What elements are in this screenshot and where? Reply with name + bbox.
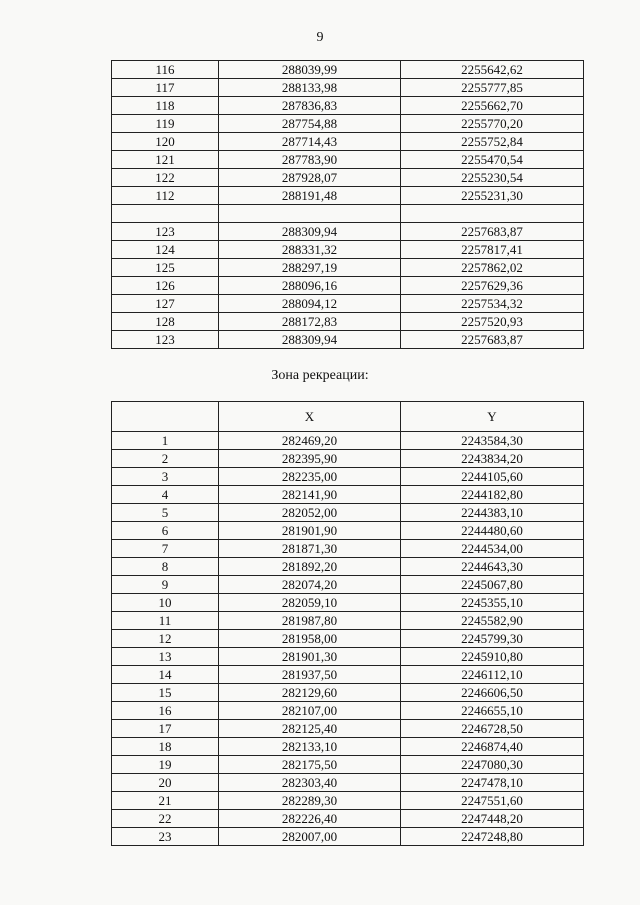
x-coordinate: 288096,16: [219, 277, 401, 295]
point-number: 4: [112, 486, 219, 504]
point-number: 5: [112, 504, 219, 522]
y-coordinate: 2244534,00: [401, 540, 584, 558]
table-row: [112, 648, 584, 666]
point-number: 118: [112, 97, 219, 115]
x-coordinate: 282289,30: [219, 792, 401, 810]
table-row: [112, 432, 584, 450]
table-row: [112, 702, 584, 720]
x-coordinate: 282303,40: [219, 774, 401, 792]
y-coordinate: 2244643,30: [401, 558, 584, 576]
table-row: [112, 151, 584, 169]
table-row: [112, 169, 584, 187]
point-number: 123: [112, 331, 219, 349]
y-coordinate: 2245067,80: [401, 576, 584, 594]
table-row: [112, 792, 584, 810]
empty-cell: [112, 205, 219, 223]
y-coordinate: 2244182,80: [401, 486, 584, 504]
y-coordinate: 2247248,80: [401, 828, 584, 846]
y-coordinate: 2247478,10: [401, 774, 584, 792]
y-coordinate: 2255662,70: [401, 97, 584, 115]
y-coordinate: 2243834,20: [401, 450, 584, 468]
y-coordinate: 2246655,10: [401, 702, 584, 720]
y-coordinate: 2244480,60: [401, 522, 584, 540]
table-row: [112, 277, 584, 295]
table-row: [112, 774, 584, 792]
table-row: [112, 684, 584, 702]
y-coordinate: 2247551,60: [401, 792, 584, 810]
y-coordinate: 2247448,20: [401, 810, 584, 828]
table-row: [112, 295, 584, 313]
x-coordinate: 287783,90: [219, 151, 401, 169]
y-coordinate: 2245355,10: [401, 594, 584, 612]
y-coordinate: 2257629,36: [401, 277, 584, 295]
x-coordinate: 282007,00: [219, 828, 401, 846]
point-number: 18: [112, 738, 219, 756]
point-number: 17: [112, 720, 219, 738]
table-row: [112, 738, 584, 756]
y-coordinate: 2244105,60: [401, 468, 584, 486]
table-row: [112, 612, 584, 630]
table-row: [112, 540, 584, 558]
point-number: 13: [112, 648, 219, 666]
point-number: 16: [112, 702, 219, 720]
point-number: 121: [112, 151, 219, 169]
point-number: 120: [112, 133, 219, 151]
point-number: 112: [112, 187, 219, 205]
table-row: [112, 504, 584, 522]
table-row: [112, 187, 584, 205]
table-row: [112, 810, 584, 828]
point-number: 123: [112, 223, 219, 241]
y-coordinate: 2255770,20: [401, 115, 584, 133]
header-x: X: [219, 402, 401, 432]
point-number: 15: [112, 684, 219, 702]
table-row: [112, 486, 584, 504]
x-coordinate: 282129,60: [219, 684, 401, 702]
x-coordinate: 282052,00: [219, 504, 401, 522]
x-coordinate: 288309,94: [219, 331, 401, 349]
x-coordinate: 281892,20: [219, 558, 401, 576]
x-coordinate: 288172,83: [219, 313, 401, 331]
x-coordinate: 287754,88: [219, 115, 401, 133]
x-coordinate: 287928,07: [219, 169, 401, 187]
x-coordinate: 288309,94: [219, 223, 401, 241]
y-coordinate: 2246112,10: [401, 666, 584, 684]
table-row: [112, 756, 584, 774]
point-number: 116: [112, 61, 219, 79]
y-coordinate: 2246606,50: [401, 684, 584, 702]
x-coordinate: 281901,30: [219, 648, 401, 666]
y-coordinate: 2247080,30: [401, 756, 584, 774]
table-row: [112, 630, 584, 648]
y-coordinate: 2257683,87: [401, 331, 584, 349]
point-number: 14: [112, 666, 219, 684]
x-coordinate: 282235,00: [219, 468, 401, 486]
x-coordinate: 282133,10: [219, 738, 401, 756]
point-number: 8: [112, 558, 219, 576]
point-number: 19: [112, 756, 219, 774]
point-number: 3: [112, 468, 219, 486]
y-coordinate: 2246728,50: [401, 720, 584, 738]
point-number: 22: [112, 810, 219, 828]
table-row: [112, 594, 584, 612]
x-coordinate: 288133,98: [219, 79, 401, 97]
point-number: 126: [112, 277, 219, 295]
empty-cell: [401, 205, 584, 223]
x-coordinate: 282141,90: [219, 486, 401, 504]
point-number: 7: [112, 540, 219, 558]
x-coordinate: 282175,50: [219, 756, 401, 774]
x-coordinate: 281987,80: [219, 612, 401, 630]
table-row: [112, 61, 584, 79]
y-coordinate: 2255777,85: [401, 79, 584, 97]
x-coordinate: 288297,19: [219, 259, 401, 277]
header-y: Y: [401, 402, 584, 432]
table-row: [112, 576, 584, 594]
table-row: [112, 133, 584, 151]
table-row: [112, 313, 584, 331]
point-number: 124: [112, 241, 219, 259]
table-row: [112, 223, 584, 241]
x-coordinate: 281901,90: [219, 522, 401, 540]
x-coordinate: 282107,00: [219, 702, 401, 720]
x-coordinate: 282395,90: [219, 450, 401, 468]
point-number: 1: [112, 432, 219, 450]
x-coordinate: 282125,40: [219, 720, 401, 738]
table-header-row: [112, 402, 584, 432]
table-row: [112, 558, 584, 576]
table-row: [112, 828, 584, 846]
y-coordinate: 2257520,93: [401, 313, 584, 331]
point-number: 119: [112, 115, 219, 133]
point-number: 127: [112, 295, 219, 313]
x-coordinate: 282226,40: [219, 810, 401, 828]
y-coordinate: 2257683,87: [401, 223, 584, 241]
table-separator-row: [112, 205, 584, 223]
x-coordinate: 282469,20: [219, 432, 401, 450]
point-number: 11: [112, 612, 219, 630]
x-coordinate: 281871,30: [219, 540, 401, 558]
point-number: 117: [112, 79, 219, 97]
table-row: [112, 115, 584, 133]
y-coordinate: 2245582,90: [401, 612, 584, 630]
empty-cell: [219, 205, 401, 223]
table-row: [112, 720, 584, 738]
y-coordinate: 2245910,80: [401, 648, 584, 666]
coordinates-table-continued: [111, 60, 584, 349]
point-number: 10: [112, 594, 219, 612]
table-row: [112, 450, 584, 468]
point-number: 125: [112, 259, 219, 277]
y-coordinate: 2257534,32: [401, 295, 584, 313]
point-number: 23: [112, 828, 219, 846]
table-row: [112, 666, 584, 684]
table-row: [112, 241, 584, 259]
y-coordinate: 2255642,62: [401, 61, 584, 79]
x-coordinate: 288094,12: [219, 295, 401, 313]
table-row: [112, 259, 584, 277]
header-number: [112, 402, 219, 432]
y-coordinate: 2257862,02: [401, 259, 584, 277]
table-row: [112, 331, 584, 349]
y-coordinate: 2257817,41: [401, 241, 584, 259]
y-coordinate: 2255231,30: [401, 187, 584, 205]
y-coordinate: 2255752,84: [401, 133, 584, 151]
point-number: 20: [112, 774, 219, 792]
x-coordinate: 288331,32: [219, 241, 401, 259]
x-coordinate: 282074,20: [219, 576, 401, 594]
x-coordinate: 287836,83: [219, 97, 401, 115]
table-row: [112, 468, 584, 486]
point-number: 12: [112, 630, 219, 648]
point-number: 21: [112, 792, 219, 810]
x-coordinate: 288039,99: [219, 61, 401, 79]
section-title-recreation-zone: Зона рекреации:: [271, 368, 369, 383]
y-coordinate: 2243584,30: [401, 432, 584, 450]
page-number: 9: [316, 30, 324, 45]
table-row: [112, 97, 584, 115]
y-coordinate: 2255470,54: [401, 151, 584, 169]
point-number: 9: [112, 576, 219, 594]
point-number: 2: [112, 450, 219, 468]
recreation-zone-coordinates-table: [111, 401, 584, 846]
x-coordinate: 288191,48: [219, 187, 401, 205]
y-coordinate: 2245799,30: [401, 630, 584, 648]
x-coordinate: 287714,43: [219, 133, 401, 151]
x-coordinate: 282059,10: [219, 594, 401, 612]
y-coordinate: 2244383,10: [401, 504, 584, 522]
table-row: [112, 522, 584, 540]
table-row: [112, 79, 584, 97]
y-coordinate: 2255230,54: [401, 169, 584, 187]
y-coordinate: 2246874,40: [401, 738, 584, 756]
x-coordinate: 281958,00: [219, 630, 401, 648]
point-number: 6: [112, 522, 219, 540]
point-number: 122: [112, 169, 219, 187]
x-coordinate: 281937,50: [219, 666, 401, 684]
point-number: 128: [112, 313, 219, 331]
